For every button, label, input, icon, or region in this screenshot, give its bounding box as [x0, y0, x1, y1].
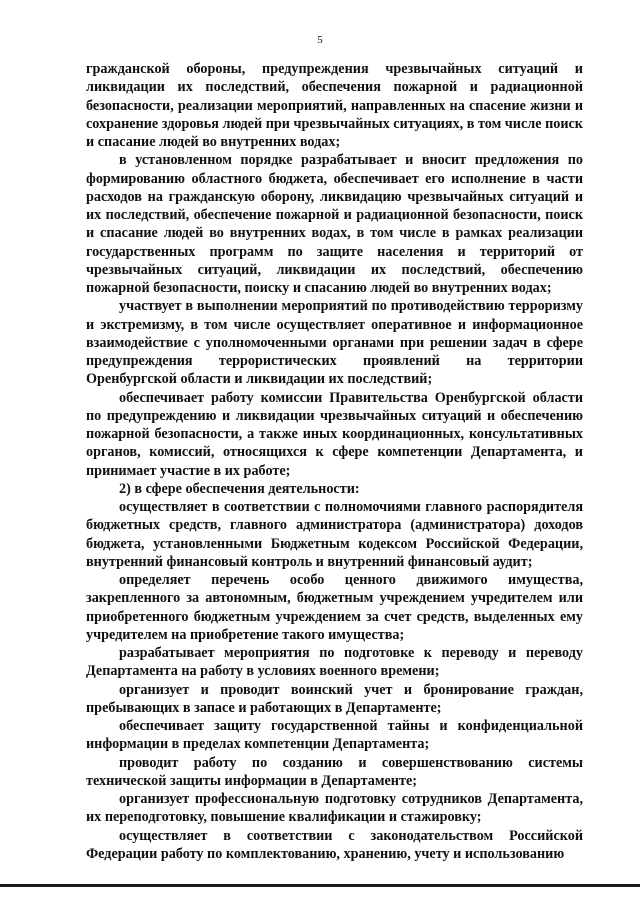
paragraph-information-protection: проводит работу по созданию и совершенствованию системы технической защиты информации в Департаменте;	[86, 754, 583, 789]
bottom-rule	[0, 884, 640, 887]
paragraph-property: определяет перечень особо ценного движимого имущества, закрепленного за автономным, бюджетным учреждением учредителем или приобретенного бюджетным учреждением за счет средств, выделенных ему учредителем на приобретение такого имущества;	[86, 572, 583, 643]
paragraph-military-registration: организует и проводит воинский учет и бронирование граждан, пребывающих в запасе и работающих в Департаменте;	[86, 681, 583, 716]
document-body	[86, 60, 583, 863]
paragraph-state-secret: обеспечивает защиту государственной тайны и конфиденциальной информации в пределах компетенции Департамента;	[86, 718, 583, 753]
paragraph-wartime: разрабатывает мероприятия по подготовке к переводу и переводу Департамента на работу в условиях военного времени;	[86, 645, 583, 680]
paragraph-terrorism: участвует в выполнении мероприятий по противодействию терроризму и экстремизму, в том числе осуществляет оперативное и информационное взаимодействие с уполномоченными органами при решении задач в сфере предупреждения террористических проявлений на территории Оренбургской области и ликвидации их последствий;	[86, 298, 583, 388]
paragraph-continuation: гражданской обороны, предупреждения чрезвычайных ситуаций и ликвидации их последствий, обеспечения пожарной и радиационной безопасности, реализации мероприятий, направленных на спасение жизни и сохранение здоровья людей при чрезвычайных ситуациях, в том числе поиск и спасание людей во внутренних водах;	[86, 61, 583, 150]
paragraph-financial-control: осуществляет в соответствии с полномочиями главного распорядителя бюджетных средств, главного администратора (администратора) доходов бюджета, установленными Бюджетным кодексом Российской Федерации, внутренний финансовый контроль и внутренний финансовый аудит;	[86, 499, 583, 570]
paragraph-staff-training: организует профессиональную подготовку сотрудников Департамента, их переподготовку, повышение квалификации и стажировку;	[86, 791, 583, 826]
page-number: 5	[317, 34, 323, 46]
section-heading: 2) в сфере обеспечения деятельности:	[119, 480, 360, 497]
paragraph-budget: в установленном порядке разрабатывает и вносит предложения по формированию областного бюджета, обеспечивает его исполнение в части расходов на гражданскую оборону, ликвидацию чрезвычайных ситуаций и их последствий, обеспечение пожарной и радиационной безопасности, поиск и спасание людей во внутренних водах, в том числе в рамках реализации государственных программ по защите населения и территорий от чрезвычайных ситуаций, ликвидации их последствий, обеспечению пожарной безопасности, поиску и спасанию людей во внутренних водах;	[86, 152, 583, 296]
paragraph-archives: осуществляет в соответствии с законодательством Российской Федерации работу по комплектованию, хранению, учету и использованию	[86, 827, 583, 862]
paragraph-commission: обеспечивает работу комиссии Правительства Оренбургской области по предупреждению и ликвидации чрезвычайных ситуаций и обеспечению пожарной безопасности, а также иных координационных, консультативных органов, комиссий, относящихся к сфере компетенции Департамента, и принимает участие в их работе;	[86, 389, 583, 479]
